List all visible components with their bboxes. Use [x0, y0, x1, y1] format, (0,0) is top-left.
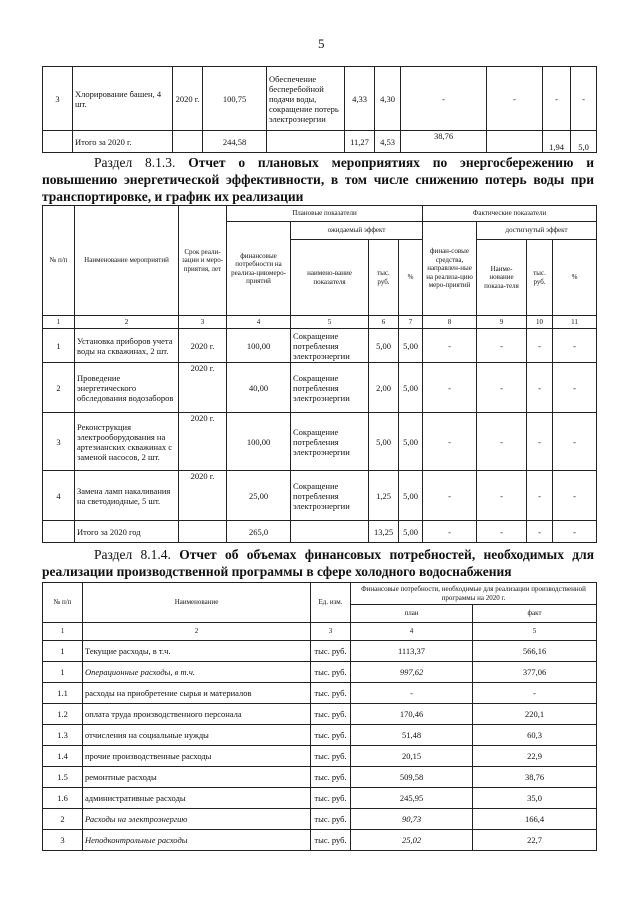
table-row: 1.3 отчисления на социальные нужды тыс. руб. 51,48 60,3 — [43, 725, 597, 746]
table-header-row: № п/п Наименование мероприятий Срок реали-зации и меро-приятия, лет Плановые показатели Фактические показатели — [43, 206, 597, 222]
column-number-row: 1 2 3 4 5 — [43, 623, 597, 641]
table-row: 1 Текущие расходы, в т.ч. тыс. руб. 1113,37 566,16 — [43, 641, 597, 662]
table-row: 3 Реконструкция электрооборудования на артезианских скважинах с заменой насосов, 2 шт. 2020 г. 100,00 Сокращение потребления электроэнергии 5,00 5,00 - - - - — [43, 413, 597, 471]
financial-needs-table — [42, 582, 597, 851]
table-row: 2 Проведение энергетического обследования водозаборов 2020 г. 40,00 Сокращение потребления электроэнергии 2,00 5,00 - - - - — [43, 363, 597, 413]
table-row: 3 Хлорирование башен, 4 шт. 2020 г. 100,75 Обеспечение бесперебойной подачи воды, сокращение потерь электроэнергии 4,33 4,30 - - - - — [43, 67, 597, 131]
table-header-row: наимено-вание показателя тыс. руб. % Наиме-нование показа-теля тыс. руб. % — [43, 240, 597, 316]
table-row: 1.4 прочие производственные расходы тыс. руб. 20,15 22,9 — [43, 746, 597, 767]
table-total-row: Итого за 2020 г. 244,58 11,27 4,53 38,76 1,94 5,0 — [43, 131, 597, 153]
table-row: 1.5 ремонтные расходы тыс. руб. 509,58 38,76 — [43, 767, 597, 788]
energy-saving-table — [42, 205, 597, 543]
section-8-1-3-heading: Раздел 8.1.3. Отчет о плановых мероприятиях по энергосбережению и повышению энергетической эффективности, в том числе снижению потерь воды при транспортировке, и график их реализации — [42, 155, 594, 204]
table-row: 1.2 оплата труда производственного персонала тыс. руб. 170,46 220,1 — [43, 704, 597, 725]
table-header-row: план факт — [43, 605, 597, 623]
table-header-row: № п/п Наименование Ед. изм. Финансовые потребности, необходимые для реализации производственной программы на 2020 г. — [43, 583, 597, 605]
column-number-row: 1 2 3 4 5 6 7 8 9 10 11 — [43, 316, 597, 329]
table-total-row: Итого за 2020 год 265,0 13,25 5,00 - - - - — [43, 521, 597, 543]
energy-table-continuation — [42, 66, 597, 153]
table-row: 2 Расходы на электроэнергию тыс. руб. 90,73 166,4 — [43, 809, 597, 830]
table-row: 1 Установка приборов учета воды на скважинах, 2 шт. 2020 г. 100,00 Сокращение потребления электроэнергии 5,00 5,00 - - - - — [43, 329, 597, 363]
table-header-row: финансовые потребности на реализа-циюмеро-приятий ожидаемый эффект финан-совые средства, направлен-ные на реализа-цию меро-приятий достигнутый эффект — [43, 222, 597, 240]
page-number: 5 — [318, 36, 325, 51]
table-row: 3 Неподконтрольные расходы тыс. руб. 25,02 22,7 — [43, 830, 597, 851]
table-row: 1.1 расходы на приобретение сырья и материалов тыс. руб. - - — [43, 683, 597, 704]
table-row: 1.6 административные расходы тыс. руб. 245,95 35,0 — [43, 788, 597, 809]
section-8-1-4-heading: Раздел 8.1.4. Отчет об объемах финансовых потребностей, необходимых для реализации производственной программы в сфере холодного водоснабжения — [42, 547, 595, 579]
table-row: 4 Замена ламп накаливания на светодиодные, 5 шт. 2020 г. 25,00 Сокращение потребления электроэнергии 1,25 5,00 - - - - — [43, 471, 597, 521]
table-row: 1 Операционные расходы, в т.ч. тыс. руб. 997,62 377,06 — [43, 662, 597, 683]
